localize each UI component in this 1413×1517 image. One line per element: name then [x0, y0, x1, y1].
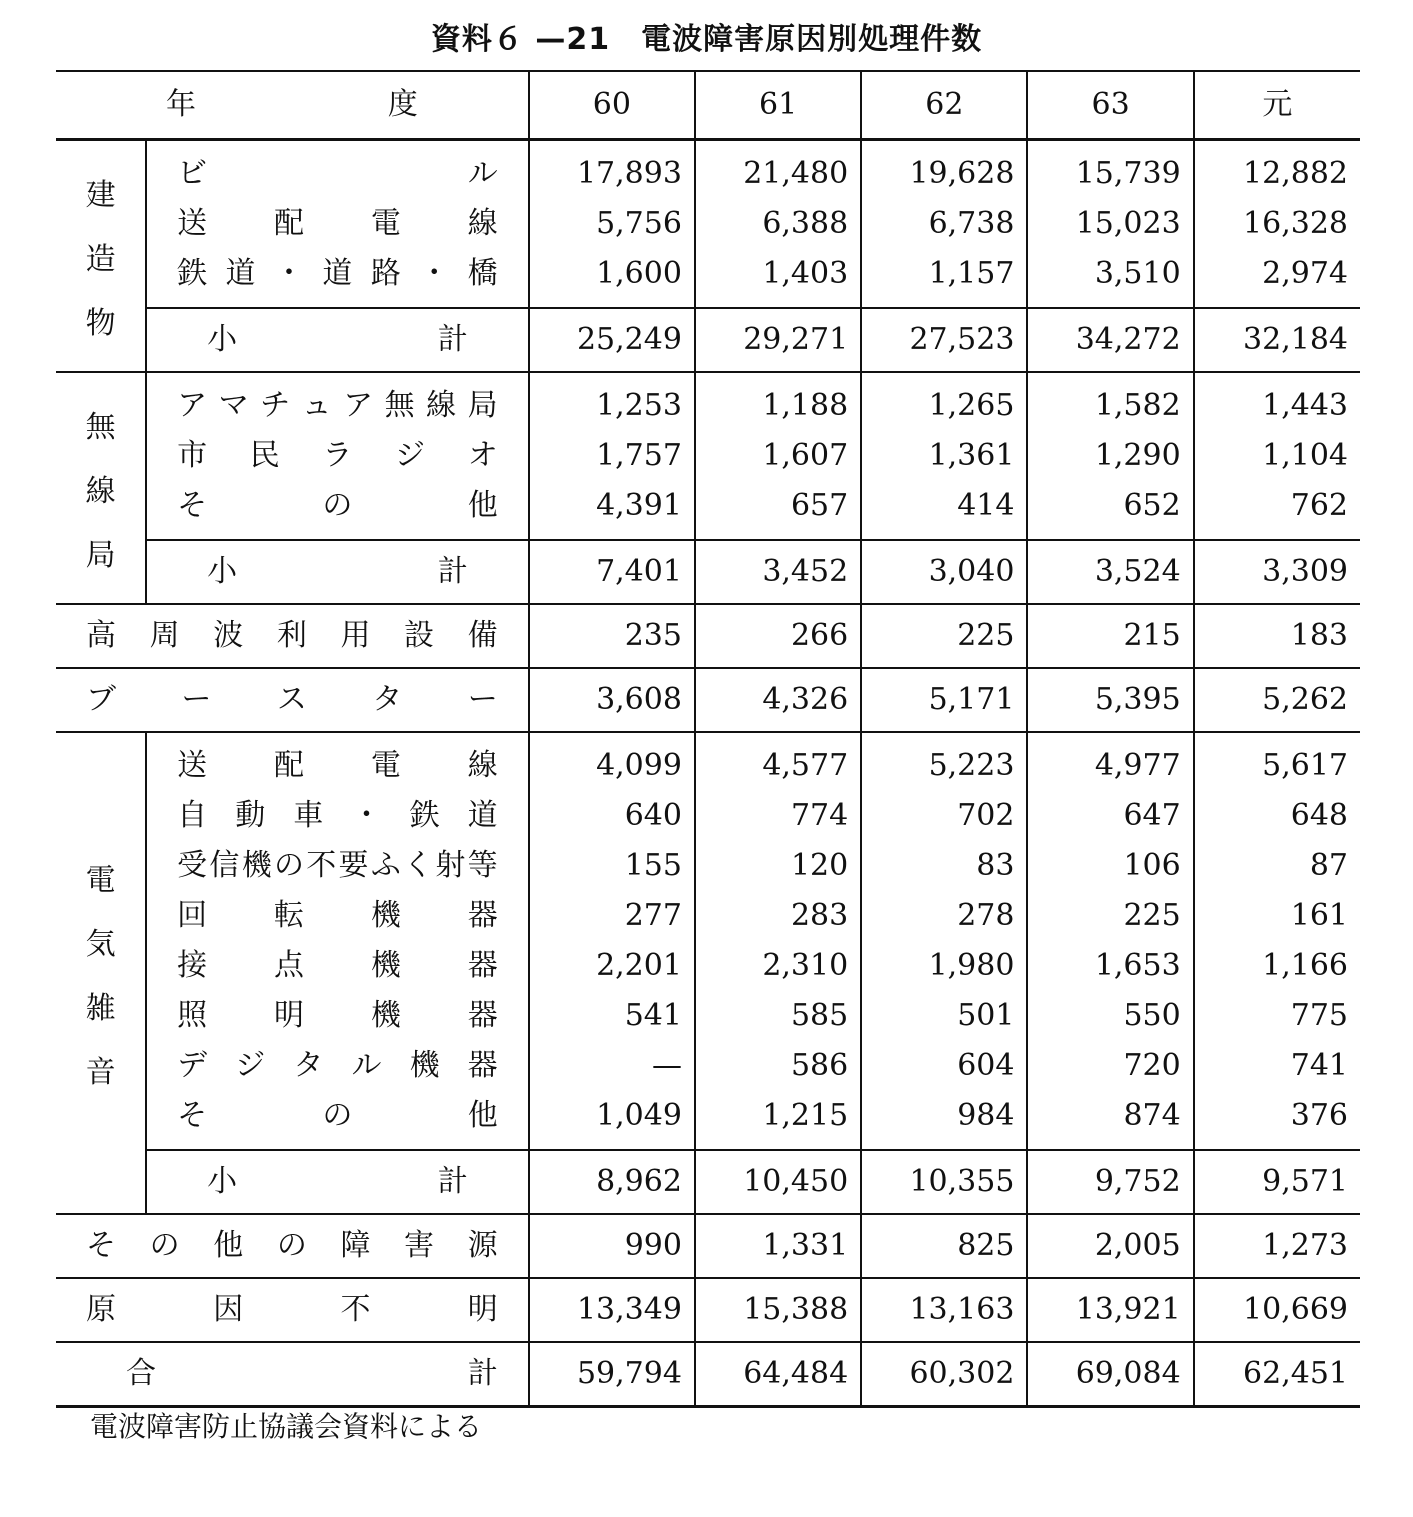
value-cell: 27,523	[861, 308, 1027, 372]
label-char: 障	[340, 1228, 371, 1263]
label-text	[177, 481, 498, 531]
value-cell: 541	[529, 991, 695, 1041]
value-cell: 21,480	[695, 140, 861, 200]
table-row	[56, 891, 1360, 941]
group-label-text: 無線局	[85, 410, 116, 573]
value-cell: 19,628	[861, 140, 1027, 200]
value-cell: 225	[1027, 891, 1193, 941]
label-char: 鉄	[409, 798, 440, 833]
value-cell: 7,401	[529, 540, 695, 604]
label-char: 線	[467, 748, 498, 783]
label-char: タ	[293, 1048, 324, 1083]
value-cell: 1,215	[695, 1091, 861, 1150]
value-cell: 652	[1027, 481, 1193, 540]
label-char: ビ	[177, 156, 208, 191]
label-char: 道	[322, 256, 353, 291]
value-cell: —	[529, 1041, 695, 1091]
row-label	[146, 431, 529, 481]
label-char: 路	[370, 256, 401, 291]
row-label	[146, 372, 529, 431]
value-cell: 4,326	[695, 668, 861, 732]
label-char: チ	[260, 388, 291, 423]
label-text	[177, 741, 498, 791]
label-char: 電	[370, 748, 401, 783]
label-text	[126, 1343, 498, 1405]
value-cell: 1,049	[529, 1091, 695, 1150]
page-title: 資料６ —21 電波障害原因別処理件数	[430, 22, 983, 57]
table-row	[56, 249, 1360, 308]
label-text	[177, 991, 498, 1041]
label-text	[177, 381, 498, 431]
header-year: 元	[1194, 71, 1360, 140]
value-cell: 3,510	[1027, 249, 1193, 308]
label-char: ラ	[322, 438, 353, 473]
row-label	[56, 668, 529, 732]
value-cell: 825	[861, 1214, 1027, 1278]
table-row	[56, 140, 1360, 200]
label-char: ア	[177, 388, 208, 423]
value-cell: 1,188	[695, 372, 861, 431]
value-cell: 278	[861, 891, 1027, 941]
label-char: 設	[404, 618, 435, 653]
value-cell: 10,450	[695, 1150, 861, 1214]
value-cell: 648	[1194, 791, 1360, 841]
table-row	[56, 668, 1360, 732]
label-text	[207, 1151, 468, 1213]
value-cell: 1,253	[529, 372, 695, 431]
value-cell: 586	[695, 1041, 861, 1091]
table-row	[56, 481, 1360, 540]
label-char: 接	[177, 948, 208, 983]
row-label	[146, 791, 529, 841]
value-cell: 32,184	[1194, 308, 1360, 372]
value-cell: 10,355	[861, 1150, 1027, 1214]
label-text	[177, 149, 498, 199]
value-cell: 647	[1027, 791, 1193, 841]
header-row	[56, 71, 1360, 140]
row-label	[146, 1041, 529, 1091]
label-char: 度	[387, 87, 418, 122]
value-cell: 501	[861, 991, 1027, 1041]
value-cell: 69,084	[1027, 1342, 1193, 1407]
value-cell: 4,977	[1027, 732, 1193, 791]
value-cell: 702	[861, 791, 1027, 841]
label-char: タ	[372, 682, 403, 717]
value-cell: 29,271	[695, 308, 861, 372]
header-year: 63	[1027, 71, 1193, 140]
label-char: 電	[370, 206, 401, 241]
table-row	[56, 199, 1360, 249]
row-label	[146, 140, 529, 200]
value-cell: 414	[861, 481, 1027, 540]
value-cell: 585	[695, 991, 861, 1041]
value-cell: 376	[1194, 1091, 1360, 1150]
value-cell: 215	[1027, 604, 1193, 668]
value-cell: 62,451	[1194, 1342, 1360, 1407]
label-char: の	[322, 1098, 353, 1133]
table-row	[56, 604, 1360, 668]
value-cell: 3,608	[529, 668, 695, 732]
header-year: 62	[861, 71, 1027, 140]
row-label	[146, 841, 529, 891]
label-char: 用	[340, 618, 371, 653]
label-char: 配	[273, 748, 304, 783]
row-label	[56, 1214, 529, 1278]
header-year: 61	[695, 71, 861, 140]
label-char: 送	[177, 206, 208, 241]
value-cell: 1,443	[1194, 372, 1360, 431]
label-char: の	[149, 1228, 180, 1263]
row-label	[146, 481, 529, 540]
label-char: 他	[213, 1228, 244, 1263]
value-cell: 1,157	[861, 249, 1027, 308]
label-text	[177, 841, 498, 891]
table-body	[56, 71, 1360, 1407]
value-cell: 225	[861, 604, 1027, 668]
value-cell: 1,600	[529, 249, 695, 308]
label-char: 源	[467, 1228, 498, 1263]
label-char: 計	[437, 1164, 468, 1199]
label-text	[86, 605, 498, 667]
value-cell: 13,921	[1027, 1278, 1193, 1342]
label-char: 配	[273, 206, 304, 241]
label-text	[177, 891, 498, 941]
value-cell: 283	[695, 891, 861, 941]
subtotal-label	[146, 308, 529, 372]
value-cell: 657	[695, 481, 861, 540]
label-char: 年	[166, 87, 196, 122]
value-cell: 4,391	[529, 481, 695, 540]
value-cell: 13,349	[529, 1278, 695, 1342]
label-char: 線	[467, 206, 498, 241]
value-cell: 1,273	[1194, 1214, 1360, 1278]
subtotal-label	[146, 540, 529, 604]
value-cell: 1,104	[1194, 431, 1360, 481]
label-text	[177, 1041, 498, 1091]
group-label-text: 建造物	[85, 178, 116, 341]
value-cell: 13,163	[861, 1278, 1027, 1342]
value-cell: 2,005	[1027, 1214, 1193, 1278]
value-cell: 1,403	[695, 249, 861, 308]
table-row	[56, 841, 1360, 891]
value-cell: 120	[695, 841, 861, 891]
subtotal-row	[56, 540, 1360, 604]
label-char: 計	[467, 1356, 498, 1391]
label-char: デ	[177, 1048, 208, 1083]
source-note: 電波障害防止協議会資料による	[90, 1410, 483, 1443]
label-char: 車	[293, 798, 324, 833]
value-cell: 1,166	[1194, 941, 1360, 991]
table-row	[56, 791, 1360, 841]
label-char: ア	[343, 388, 374, 423]
label-char: オ	[467, 438, 498, 473]
label-char: 高	[86, 618, 116, 653]
table-row	[56, 1342, 1360, 1407]
value-cell: 1,582	[1027, 372, 1193, 431]
label-char: 機	[241, 848, 272, 883]
value-cell: 741	[1194, 1041, 1360, 1091]
label-char: 道	[467, 798, 498, 833]
value-cell: 183	[1194, 604, 1360, 668]
value-cell: 15,739	[1027, 140, 1193, 200]
subtotal-label	[146, 1150, 529, 1214]
label-char: 他	[467, 488, 498, 523]
header-label-text	[166, 72, 418, 138]
value-cell: 17,893	[529, 140, 695, 200]
label-text	[86, 669, 498, 731]
value-cell: 266	[695, 604, 861, 668]
table-row	[56, 1091, 1360, 1150]
label-text	[177, 249, 498, 299]
value-cell: 1,980	[861, 941, 1027, 991]
value-cell: 5,617	[1194, 732, 1360, 791]
label-text	[86, 1215, 498, 1277]
label-char: 機	[370, 948, 401, 983]
value-cell: 60,302	[861, 1342, 1027, 1407]
table-row	[56, 941, 1360, 991]
value-cell: 3,524	[1027, 540, 1193, 604]
label-char: ル	[467, 156, 498, 191]
value-cell: 83	[861, 841, 1027, 891]
group-label	[56, 140, 146, 373]
value-cell: 5,756	[529, 199, 695, 249]
value-cell: 2,310	[695, 941, 861, 991]
table-row	[56, 1041, 1360, 1091]
label-char: 計	[437, 322, 468, 357]
label-text	[86, 1279, 498, 1341]
value-cell: 4,577	[695, 732, 861, 791]
group-label-text: 電気雑音	[85, 863, 116, 1090]
label-text	[177, 941, 498, 991]
row-label	[146, 941, 529, 991]
label-char: 合	[126, 1356, 156, 1391]
label-char: 市	[177, 438, 208, 473]
table-row	[56, 431, 1360, 481]
label-text	[177, 791, 498, 841]
label-char: ジ	[395, 438, 426, 473]
label-char: の	[276, 1228, 307, 1263]
value-cell: 5,223	[861, 732, 1027, 791]
value-cell: 16,328	[1194, 199, 1360, 249]
value-cell: 774	[695, 791, 861, 841]
value-cell: 3,040	[861, 540, 1027, 604]
label-char: 周	[149, 618, 180, 653]
value-cell: 59,794	[529, 1342, 695, 1407]
value-cell: 277	[529, 891, 695, 941]
value-cell: 990	[529, 1214, 695, 1278]
row-label	[146, 199, 529, 249]
label-char: の	[273, 848, 304, 883]
value-cell: 2,974	[1194, 249, 1360, 308]
value-cell: 87	[1194, 841, 1360, 891]
row-label	[56, 604, 529, 668]
label-char: 備	[467, 618, 498, 653]
label-char: そ	[86, 1228, 116, 1263]
label-char: 照	[177, 998, 208, 1033]
value-cell: 1,265	[861, 372, 1027, 431]
value-cell: 1,331	[695, 1214, 861, 1278]
header-year: 60	[529, 71, 695, 140]
row-label	[146, 1091, 529, 1150]
label-char: 動	[235, 798, 266, 833]
value-cell: 984	[861, 1091, 1027, 1150]
label-char: ・	[419, 256, 450, 291]
value-cell: 3,309	[1194, 540, 1360, 604]
row-label	[56, 1342, 529, 1407]
table-row	[56, 372, 1360, 431]
label-char: 小	[207, 1164, 238, 1199]
value-cell: 3,452	[695, 540, 861, 604]
label-char: 射	[435, 848, 466, 883]
label-char: ー	[467, 682, 498, 717]
label-text	[207, 309, 468, 371]
value-cell: 235	[529, 604, 695, 668]
value-cell: 9,752	[1027, 1150, 1193, 1214]
label-char: マ	[218, 388, 249, 423]
value-cell: 12,882	[1194, 140, 1360, 200]
label-char: 小	[207, 554, 238, 589]
value-cell: 8,962	[529, 1150, 695, 1214]
group-label	[56, 732, 146, 1214]
label-char: 計	[437, 554, 468, 589]
subtotal-row	[56, 308, 1360, 372]
label-char: 器	[467, 898, 498, 933]
row-label	[146, 249, 529, 308]
label-char: 不	[306, 848, 337, 883]
value-cell: 5,395	[1027, 668, 1193, 732]
value-cell: 6,388	[695, 199, 861, 249]
label-char: 機	[409, 1048, 440, 1083]
label-char: 器	[467, 998, 498, 1033]
label-text	[177, 1091, 498, 1141]
group-label	[56, 372, 146, 604]
row-label	[56, 1278, 529, 1342]
value-cell: 64,484	[695, 1342, 861, 1407]
statistics-table	[56, 70, 1360, 1408]
value-cell: 550	[1027, 991, 1193, 1041]
value-cell: 1,607	[695, 431, 861, 481]
label-char: 小	[207, 322, 238, 357]
value-cell: 5,171	[861, 668, 1027, 732]
label-char: 明	[273, 998, 304, 1033]
label-char: 害	[404, 1228, 435, 1263]
label-char: の	[322, 488, 353, 523]
label-char: 器	[467, 1048, 498, 1083]
label-char: 器	[467, 948, 498, 983]
row-label	[146, 991, 529, 1041]
value-cell: 6,738	[861, 199, 1027, 249]
value-cell: 9,571	[1194, 1150, 1360, 1214]
subtotal-row	[56, 1150, 1360, 1214]
label-char: 局	[467, 388, 498, 423]
table-row	[56, 1278, 1360, 1342]
label-char: 因	[213, 1292, 244, 1327]
value-cell: 720	[1027, 1041, 1193, 1091]
label-char: 明	[467, 1292, 498, 1327]
value-cell: 5,262	[1194, 668, 1360, 732]
label-char: 受	[177, 848, 208, 883]
table-row	[56, 732, 1360, 791]
value-cell: 1,290	[1027, 431, 1193, 481]
value-cell: 161	[1194, 891, 1360, 941]
label-char: ス	[276, 682, 307, 717]
label-char: ・	[273, 256, 304, 291]
value-cell: 4,099	[529, 732, 695, 791]
header-label	[56, 71, 529, 140]
label-char: ・	[351, 798, 382, 833]
value-cell: 34,272	[1027, 308, 1193, 372]
label-char: 要	[338, 848, 369, 883]
value-cell: 762	[1194, 481, 1360, 540]
value-cell: 106	[1027, 841, 1193, 891]
label-char: 点	[273, 948, 304, 983]
label-char: 信	[209, 848, 240, 883]
value-cell: 155	[529, 841, 695, 891]
label-char: 転	[273, 898, 304, 933]
label-char: ュ	[301, 388, 332, 423]
table-row	[56, 1214, 1360, 1278]
label-char: 鉄	[177, 256, 208, 291]
label-char: 回	[177, 898, 208, 933]
value-cell: 1,757	[529, 431, 695, 481]
label-char: 利	[276, 618, 307, 653]
label-char: 民	[249, 438, 280, 473]
label-char: 線	[426, 388, 457, 423]
label-char: 機	[370, 898, 401, 933]
label-char: 原	[86, 1292, 116, 1327]
label-char: 機	[370, 998, 401, 1033]
label-text	[177, 199, 498, 249]
table-row	[56, 991, 1360, 1041]
label-char: ル	[351, 1048, 382, 1083]
label-char: ふ	[370, 848, 401, 883]
label-char: 等	[467, 848, 498, 883]
label-char: 道	[225, 256, 256, 291]
value-cell: 775	[1194, 991, 1360, 1041]
label-char: く	[403, 848, 434, 883]
label-char: 他	[467, 1098, 498, 1133]
label-char: そ	[177, 1098, 208, 1133]
value-cell: 874	[1027, 1091, 1193, 1150]
label-char: 橋	[467, 256, 498, 291]
label-char: 波	[213, 618, 244, 653]
value-cell: 15,023	[1027, 199, 1193, 249]
row-label	[146, 891, 529, 941]
value-cell: 25,249	[529, 308, 695, 372]
value-cell: 15,388	[695, 1278, 861, 1342]
value-cell: 10,669	[1194, 1278, 1360, 1342]
label-char: 自	[177, 798, 208, 833]
label-char: 不	[340, 1292, 371, 1327]
label-text	[207, 541, 468, 603]
row-label	[146, 732, 529, 791]
value-cell: 2,201	[529, 941, 695, 991]
label-char: ブ	[86, 682, 116, 717]
value-cell: 1,361	[861, 431, 1027, 481]
label-char: 無	[384, 388, 415, 423]
label-text	[177, 431, 498, 481]
label-char: 送	[177, 748, 208, 783]
value-cell: 640	[529, 791, 695, 841]
value-cell: 604	[861, 1041, 1027, 1091]
label-char: ー	[181, 682, 212, 717]
value-cell: 1,653	[1027, 941, 1193, 991]
label-char: そ	[177, 488, 208, 523]
label-char: ジ	[235, 1048, 266, 1083]
